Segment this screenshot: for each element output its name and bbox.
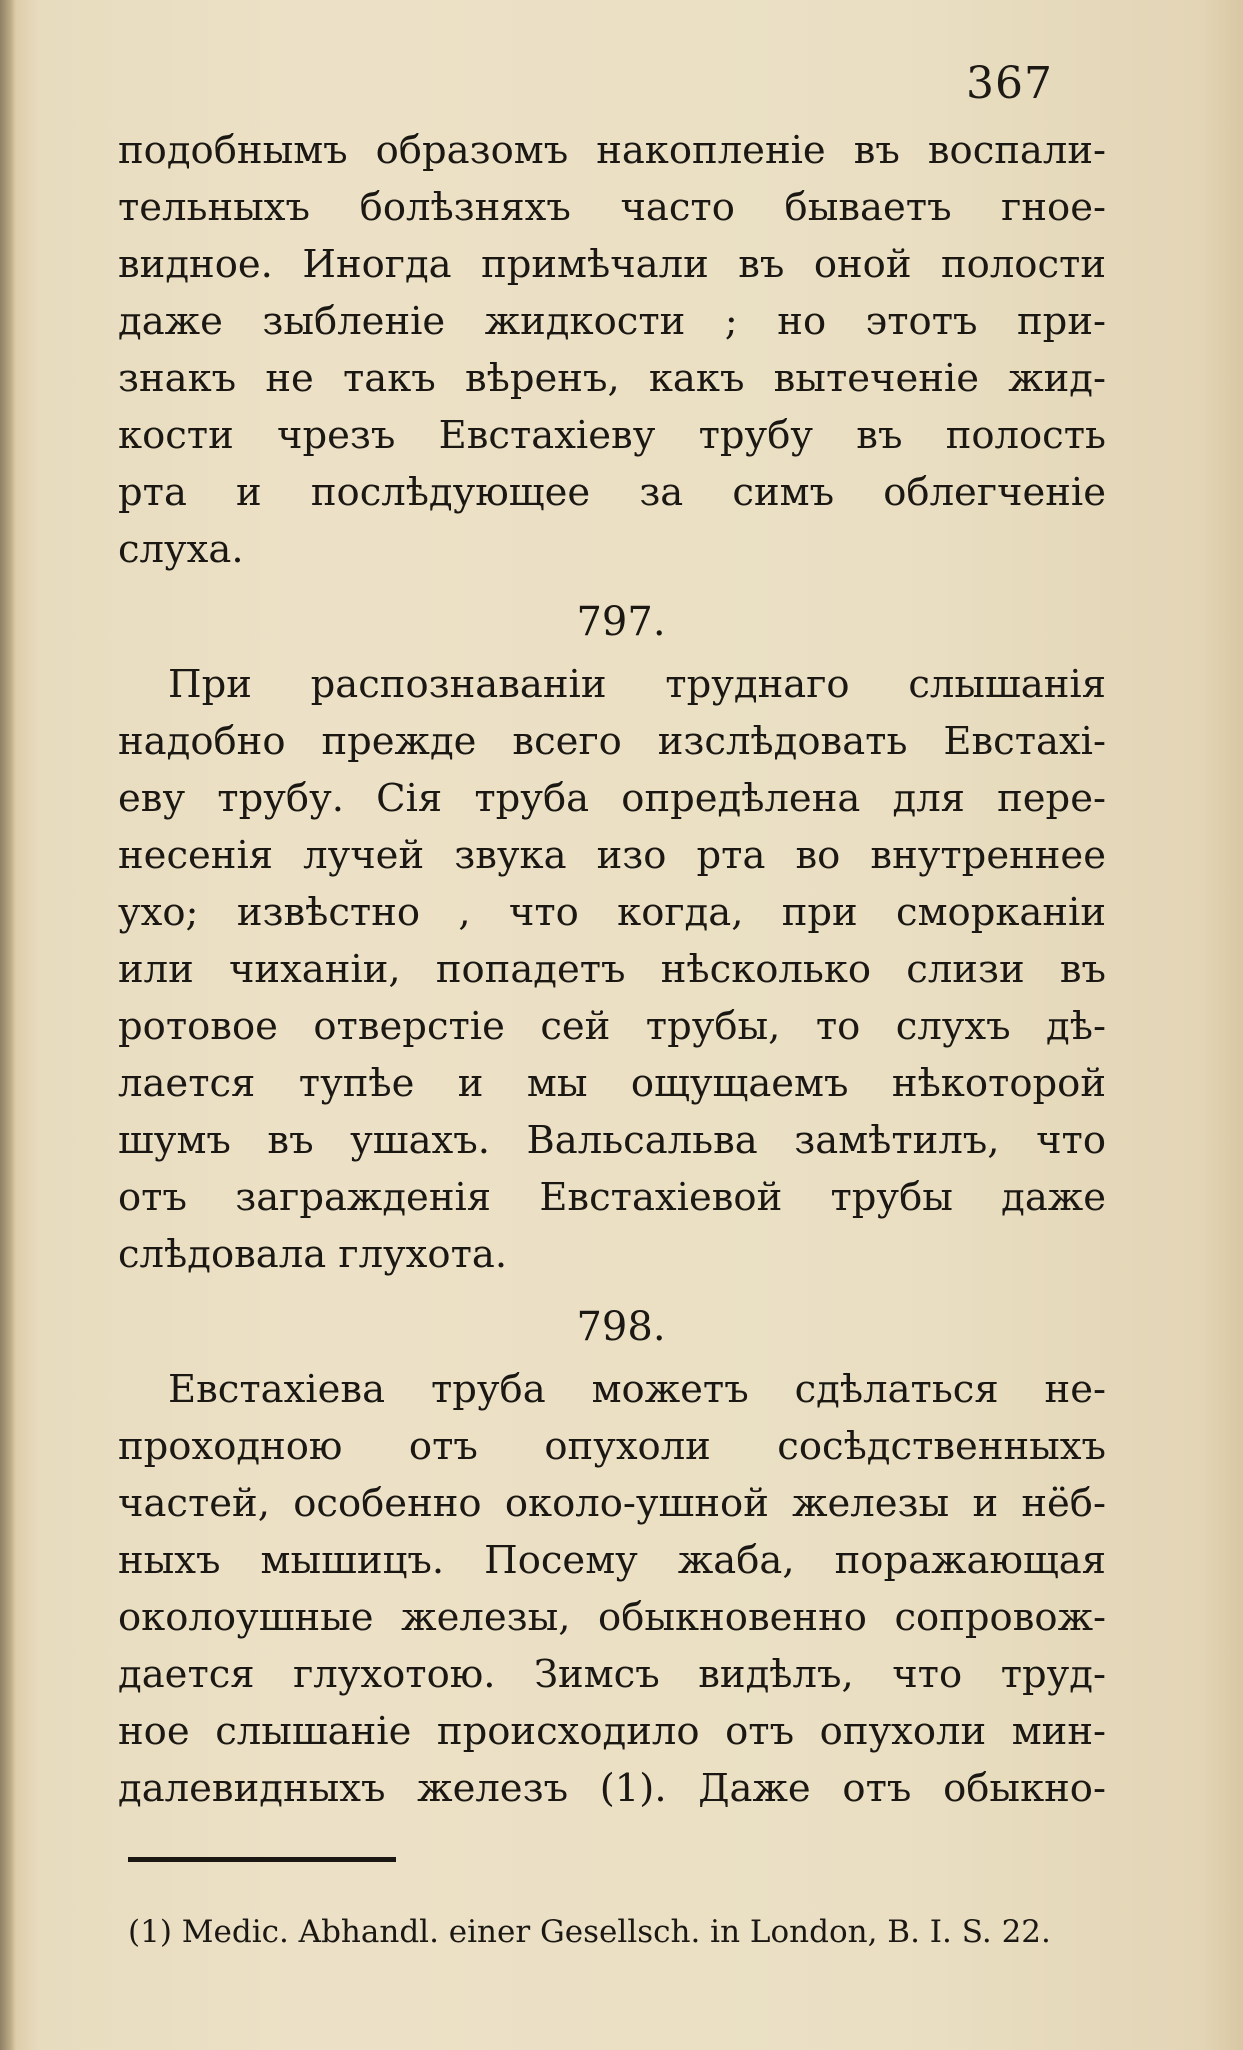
- text-line: ное слышаніе происходило отъ опухоли мин-: [118, 1709, 1106, 1754]
- footnote-divider: [128, 1857, 396, 1862]
- text-line: рта и послѣдующее за симъ облегченіе: [118, 470, 1106, 515]
- text-line: лается тупѣе и мы ощущаемъ нѣкоторой: [118, 1061, 1106, 1106]
- text-line: надобно прежде всего изслѣдовать Евстахі-: [118, 719, 1106, 764]
- text-line: ухо; извѣстно , что когда, при сморканіи: [118, 890, 1106, 935]
- text-line: проходною отъ опухоли сосѣдственныхъ: [118, 1424, 1106, 1469]
- text-line: шумъ въ ушахъ. Вальсальва замѣтилъ, что: [118, 1118, 1106, 1163]
- section-number-798: 798.: [576, 1304, 666, 1350]
- text-line: знакъ не такъ вѣренъ, какъ вытеченіе жид-: [118, 356, 1106, 401]
- text-line: ротовое отверстіе сей трубы, то слухъ дѣ-: [118, 1004, 1106, 1049]
- text-line: частей, особенно около-ушной железы и нёб-: [118, 1481, 1106, 1526]
- text-line: околоушные железы, обыкновенно сопровож-: [118, 1595, 1106, 1640]
- text-line: далевидныхъ железъ (1). Даже отъ обыкно-: [118, 1766, 1106, 1811]
- body-text: [118, 122, 1106, 1817]
- paragraph-3: [118, 1361, 1106, 1817]
- section-number-797: 797.: [576, 599, 666, 645]
- page-number: 367: [966, 58, 1053, 109]
- text-line: ныхъ мышицъ. Посему жаба, поражающая: [118, 1538, 1106, 1583]
- text-line: Евстахіева труба можетъ сдѣлаться не-: [168, 1367, 1106, 1412]
- text-line: кости чрезъ Евстахіеву трубу въ полость: [118, 413, 1106, 458]
- text-line: или чиханіи, попадетъ нѣсколько слизи въ: [118, 947, 1106, 992]
- text-line: подобнымъ образомъ накопленіе въ воспали-: [118, 128, 1106, 173]
- text-line: еву трубу. Сія труба опредѣлена для пере-: [118, 776, 1106, 821]
- text-line: тельныхъ болѣзняхъ часто бываетъ гное-: [118, 185, 1106, 230]
- text-line: При распознаваніи труднаго слышанія: [168, 662, 1106, 707]
- text-line: несенія лучей звука изо рта во внутреннее: [118, 833, 1106, 878]
- text-line: слѣдовала глухота.: [118, 1232, 508, 1277]
- text-line: отъ загражденія Евстахіевой трубы даже: [118, 1175, 1106, 1220]
- paragraph-1: [118, 122, 1106, 578]
- text-line: даже зыбленіе жидкости ; но этотъ при-: [118, 299, 1106, 344]
- page-edge: [0, 0, 16, 2050]
- text-line: слуха.: [118, 527, 244, 572]
- text-line: видное. Иногда примѣчали въ оной полости: [118, 242, 1106, 287]
- paragraph-2: [118, 656, 1106, 1283]
- footnote: (1) Medic. Abhandl. einer Gesellsch. in London, B. I. S. 22.: [128, 1914, 1051, 1950]
- text-line: дается глухотою. Зимсъ видѣлъ, что труд-: [118, 1652, 1106, 1697]
